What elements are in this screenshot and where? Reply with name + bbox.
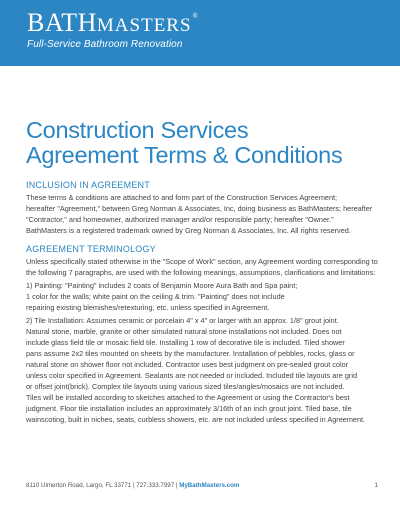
- text-line: the following 7 paragraphs, are used with the following meanings, assumptions, clarifications and limitations:: [26, 268, 376, 277]
- title-line-1: Construction Services: [26, 117, 249, 143]
- inclusion-paragraph: [26, 192, 378, 236]
- logo-tagline: Full-Service Bathroom Renovation: [27, 39, 183, 50]
- text-line: pans assume 2x2 tiles mounted on sheets by the manufacturer. Installation of pebbles, rocks, glass or: [26, 349, 355, 358]
- title-line-2: Agreement Terms & Conditions: [26, 142, 343, 168]
- page-footer: [26, 482, 378, 489]
- text-line: wainscoting, built in niches, seats, curbless showers, etc. are not included unless specified in Agreement.: [26, 415, 366, 424]
- registered-mark: ®: [192, 12, 198, 20]
- text-line: Tiles will be installed according to sketches attached to the Agreement or using the Contractor's best: [26, 393, 350, 402]
- text-line: judgment. Floor tile installation includes an approximately 3/16th of an inch grout joint. Tiled base, tile: [26, 404, 352, 413]
- section-heading-terminology: AGREEMENT TERMINOLOGY: [26, 244, 156, 254]
- terminology-item-1: [26, 280, 378, 313]
- text-line: 1) Painting: "Painting" includes 2 coats of Benjamin Moore Aura Bath and Spa paint;: [26, 281, 298, 290]
- footer-address: 8110 Ulmerton Road, Largo, FL 33771 | 727.333.7997 |: [26, 482, 180, 489]
- text-line: BathMasters is a registered trademark owned by Greg Norman & Associates, Inc. All rights reserved.: [26, 226, 351, 235]
- text-line: These terms & conditions are attached to and form part of the Construction Services Agreement;: [26, 193, 338, 202]
- text-line: Natural stone, marble, granite or other simulated natural stone installations not included. Does not: [26, 327, 342, 336]
- text-line: repairing existing blemishes/retexturing, etc. unless specified in Agreement.: [26, 303, 270, 312]
- terminology-item-2: [26, 315, 378, 425]
- document-body: [26, 179, 378, 425]
- header-banner: [0, 0, 400, 66]
- logo-wordmark: BATHMASTERS®: [27, 8, 198, 37]
- text-line: natural stone on shower floor not included. Contractor uses best judgment on pre-sealed grout color: [26, 360, 349, 369]
- section-heading-inclusion: INCLUSION IN AGREEMENT: [26, 180, 150, 190]
- text-line: 2) Tile Installation: Assumes ceramic or porcelain 4" x 4" or larger with an approx. 1/8" grout joint.: [26, 316, 339, 325]
- page-number: 1: [374, 482, 378, 489]
- text-line: unless color specified in Agreement. Sealants are not needed or included. Included tile layouts are grid: [26, 371, 357, 380]
- page-title: [26, 118, 386, 168]
- text-line: include glass field tile or mosaic field tile. Installing 1 row of decorative tile is included. Tiled shower: [26, 338, 345, 347]
- terminology-intro: [26, 256, 378, 278]
- text-line: or offset joint(brick). Complex tile layouts using various sized tiles/angles/mosaics are not included.: [26, 382, 345, 391]
- bathmasters-logo[interactable]: [27, 10, 267, 58]
- text-line: "Contractor," and homeowner, authorized manager and/or responsible party; hereafter "Owner.": [26, 215, 334, 224]
- footer-website-link[interactable]: MyBathMasters.com: [179, 482, 240, 489]
- text-line: 1 color for the walls; white paint on the ceiling & trim. "Painting" does not include: [26, 292, 285, 301]
- text-line: hereafter "Agreement," between Greg Norman & Associates, Inc, doing business as BathMasters; hereafter: [26, 204, 373, 213]
- text-line: Unless specifically stated otherwise in the "Scope of Work" section, any Agreement wording corresponding to: [26, 257, 378, 266]
